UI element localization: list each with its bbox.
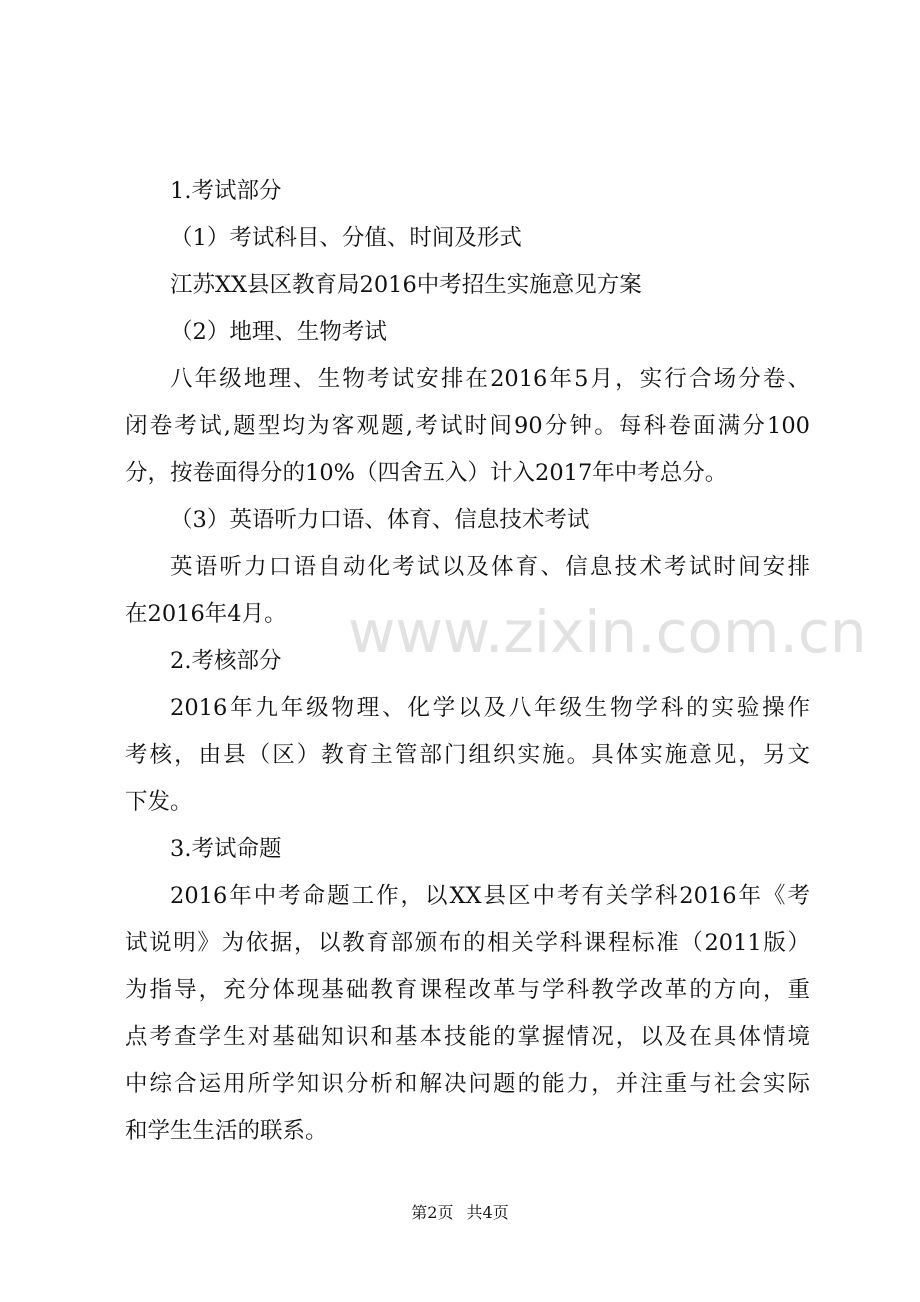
subheading-subjects: （1）考试科目、分值、时间及形式 <box>170 225 522 251</box>
section-heading-proposition: 3.考试命题 <box>170 836 282 862</box>
paragraph-line: 在2016年4月。 <box>125 601 287 627</box>
paragraph-line: 2016年九年级物理、化学以及八年级生物学科的实验操作 <box>170 695 810 721</box>
page-footer <box>0 1200 920 1223</box>
paragraph-line: 中综合运用所学知识分析和解决问题的能力，并注重与社会实际 <box>125 1071 810 1097</box>
paragraph-line: 和学生生活的联系。 <box>125 1118 328 1144</box>
paragraph-line: 考核，由县（区）教育主管部门组织实施。具体实施意见，另文 <box>125 742 810 768</box>
paragraph-line: 下发。 <box>125 789 193 815</box>
document-title-line: 江苏XX县区教育局2016中考招生实施意见方案 <box>170 272 642 298</box>
document-body <box>125 168 810 1155</box>
watermark: www.zixin.com.cn <box>348 598 867 666</box>
subheading-english-pe-it: （3）英语听力口语、体育、信息技术考试 <box>170 507 590 533</box>
paragraph-line: 闭卷考试,题型均为客观题,考试时间90分钟。每科卷面满分100 <box>125 413 810 439</box>
paragraph-line: 分，按卷面得分的10%（四舍五入）计入2017年中考总分。 <box>125 460 728 486</box>
paragraph-line: 点考查学生对基础知识和基本技能的掌握情况，以及在具体情境 <box>125 1024 810 1050</box>
page-number: 第2页 <box>411 1203 454 1222</box>
paragraph-line: 八年级地理、生物考试安排在2016年5月，实行合场分卷、 <box>170 366 810 392</box>
section-heading-assessment: 2.考核部分 <box>170 648 282 674</box>
page-total: 共4页 <box>466 1203 509 1222</box>
subheading-geography-biology: （2）地理、生物考试 <box>170 319 387 345</box>
paragraph-line: 英语听力口语自动化考试以及体育、信息技术考试时间安排 <box>170 554 810 580</box>
section-heading-exam: 1.考试部分 <box>170 178 282 204</box>
paragraph-line: 试说明》为依据，以教育部颁布的相关学科课程标准（2011版） <box>125 930 810 956</box>
paragraph-line: 2016年中考命题工作，以XX县区中考有关学科2016年《考 <box>170 883 810 909</box>
paragraph-line: 为指导，充分体现基础教育课程改革与学科教学改革的方向，重 <box>125 977 810 1003</box>
